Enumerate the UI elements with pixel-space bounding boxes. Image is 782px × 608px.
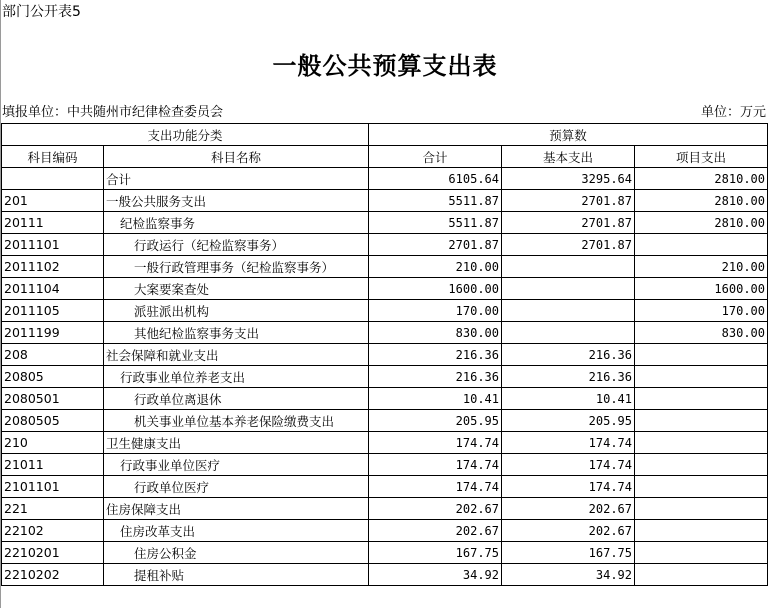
row-basic-cell: 34.92	[502, 564, 635, 586]
row-code-cell: 2080501	[2, 388, 104, 410]
row-basic-cell: 3295.64	[502, 168, 635, 190]
sheet-tag: 部门公开表5	[2, 4, 81, 20]
row-code-cell: 2011102	[2, 256, 104, 278]
table-row	[2, 344, 768, 366]
row-project-cell	[635, 454, 768, 476]
row-basic-cell	[502, 278, 635, 300]
row-basic-cell: 216.36	[502, 344, 635, 366]
row-code-cell: 21011	[2, 454, 104, 476]
row-code-cell: 210	[2, 432, 104, 454]
table-row	[2, 498, 768, 520]
row-project-cell	[635, 388, 768, 410]
row-name-cell: 纪检监察事务	[104, 212, 369, 234]
row-total-cell: 1600.00	[369, 278, 502, 300]
row-name-cell: 其他纪检监察事务支出	[104, 322, 369, 344]
row-basic-cell: 2701.87	[502, 190, 635, 212]
table-row	[2, 366, 768, 388]
row-name-cell: 住房保障支出	[104, 498, 369, 520]
row-project-cell: 210.00	[635, 256, 768, 278]
row-project-cell	[635, 520, 768, 542]
row-code-cell: 208	[2, 344, 104, 366]
row-code-cell: 20805	[2, 366, 104, 388]
row-total-cell: 216.36	[369, 344, 502, 366]
row-project-cell: 2810.00	[635, 168, 768, 190]
table-row	[2, 322, 768, 344]
budget-table	[1, 123, 768, 586]
row-basic-cell	[502, 322, 635, 344]
table-row	[2, 542, 768, 564]
table-row	[2, 234, 768, 256]
row-total-cell: 205.95	[369, 410, 502, 432]
row-code-cell: 2080505	[2, 410, 104, 432]
row-total-cell: 10.41	[369, 388, 502, 410]
row-basic-cell: 174.74	[502, 454, 635, 476]
row-total-cell: 167.75	[369, 542, 502, 564]
table-row	[2, 388, 768, 410]
row-name-cell: 机关事业单位基本养老保险缴费支出	[104, 410, 369, 432]
page-title: 一般公共预算支出表	[272, 51, 498, 80]
row-code-cell: 2011199	[2, 322, 104, 344]
table-row	[2, 520, 768, 542]
col-header-code: 科目编码	[2, 146, 104, 168]
group-header-function: 支出功能分类	[2, 124, 369, 146]
row-project-cell	[635, 476, 768, 498]
col-header-project: 项目支出	[635, 146, 768, 168]
row-name-cell: 提租补贴	[104, 564, 369, 586]
row-basic-cell	[502, 256, 635, 278]
table-row	[2, 432, 768, 454]
row-name-cell: 住房公积金	[104, 542, 369, 564]
row-basic-cell: 174.74	[502, 476, 635, 498]
table-row	[2, 212, 768, 234]
row-project-cell	[635, 432, 768, 454]
row-basic-cell: 167.75	[502, 542, 635, 564]
row-project-cell: 1600.00	[635, 278, 768, 300]
row-basic-cell: 202.67	[502, 498, 635, 520]
col-header-total: 合计	[369, 146, 502, 168]
row-total-cell: 210.00	[369, 256, 502, 278]
row-code-cell: 2210201	[2, 542, 104, 564]
row-basic-cell: 2701.87	[502, 212, 635, 234]
row-total-cell: 170.00	[369, 300, 502, 322]
table-row	[2, 278, 768, 300]
row-basic-cell	[502, 300, 635, 322]
row-code-cell: 2101101	[2, 476, 104, 498]
row-code-cell: 2210202	[2, 564, 104, 586]
row-code-cell: 2011104	[2, 278, 104, 300]
row-code-cell: 201	[2, 190, 104, 212]
row-total-cell: 174.74	[369, 476, 502, 498]
table-row	[2, 190, 768, 212]
column-header-row	[2, 146, 768, 168]
row-total-cell: 216.36	[369, 366, 502, 388]
col-header-basic: 基本支出	[502, 146, 635, 168]
row-total-cell: 34.92	[369, 564, 502, 586]
row-basic-cell: 216.36	[502, 366, 635, 388]
row-basic-cell: 2701.87	[502, 234, 635, 256]
row-name-cell: 行政事业单位养老支出	[104, 366, 369, 388]
col-header-name: 科目名称	[104, 146, 369, 168]
row-total-cell: 202.67	[369, 498, 502, 520]
row-name-cell: 合计	[104, 168, 369, 190]
row-project-cell	[635, 234, 768, 256]
row-total-cell: 174.74	[369, 432, 502, 454]
table-body	[2, 168, 768, 586]
row-basic-cell: 10.41	[502, 388, 635, 410]
row-project-cell	[635, 498, 768, 520]
row-code-cell: 221	[2, 498, 104, 520]
row-code-cell: 2011101	[2, 234, 104, 256]
table-row	[2, 168, 768, 190]
row-name-cell: 卫生健康支出	[104, 432, 369, 454]
table-row	[2, 564, 768, 586]
currency-unit: 单位：万元	[700, 105, 766, 120]
row-project-cell	[635, 410, 768, 432]
row-code-cell: 2011105	[2, 300, 104, 322]
row-total-cell: 202.67	[369, 520, 502, 542]
row-code-cell	[2, 168, 104, 190]
row-basic-cell: 205.95	[502, 410, 635, 432]
row-total-cell: 5511.87	[369, 190, 502, 212]
row-project-cell	[635, 366, 768, 388]
table-row	[2, 256, 768, 278]
table-row	[2, 410, 768, 432]
reporting-unit: 填报单位：中共随州市纪律检查委员会	[2, 105, 224, 120]
row-project-cell	[635, 564, 768, 586]
row-name-cell: 住房改革支出	[104, 520, 369, 542]
row-code-cell: 22102	[2, 520, 104, 542]
row-name-cell: 行政事业单位医疗	[104, 454, 369, 476]
table-row	[2, 300, 768, 322]
row-name-cell: 大案要案查处	[104, 278, 369, 300]
row-total-cell: 2701.87	[369, 234, 502, 256]
row-basic-cell: 202.67	[502, 520, 635, 542]
row-basic-cell: 174.74	[502, 432, 635, 454]
row-total-cell: 5511.87	[369, 212, 502, 234]
row-total-cell: 830.00	[369, 322, 502, 344]
row-project-cell: 170.00	[635, 300, 768, 322]
row-project-cell: 2810.00	[635, 212, 768, 234]
row-code-cell: 20111	[2, 212, 104, 234]
row-name-cell: 社会保障和就业支出	[104, 344, 369, 366]
row-project-cell: 2810.00	[635, 190, 768, 212]
row-total-cell: 6105.64	[369, 168, 502, 190]
row-name-cell: 行政单位医疗	[104, 476, 369, 498]
row-name-cell: 行政运行（纪检监察事务）	[104, 234, 369, 256]
row-project-cell	[635, 542, 768, 564]
row-total-cell: 174.74	[369, 454, 502, 476]
group-header-budget: 预算数	[369, 124, 768, 146]
row-name-cell: 行政单位离退休	[104, 388, 369, 410]
group-header-row	[2, 124, 768, 146]
row-name-cell: 一般行政管理事务（纪检监察事务）	[104, 256, 369, 278]
table-row	[2, 476, 768, 498]
row-project-cell: 830.00	[635, 322, 768, 344]
row-project-cell	[635, 344, 768, 366]
table-row	[2, 454, 768, 476]
row-name-cell: 派驻派出机构	[104, 300, 369, 322]
row-name-cell: 一般公共服务支出	[104, 190, 369, 212]
